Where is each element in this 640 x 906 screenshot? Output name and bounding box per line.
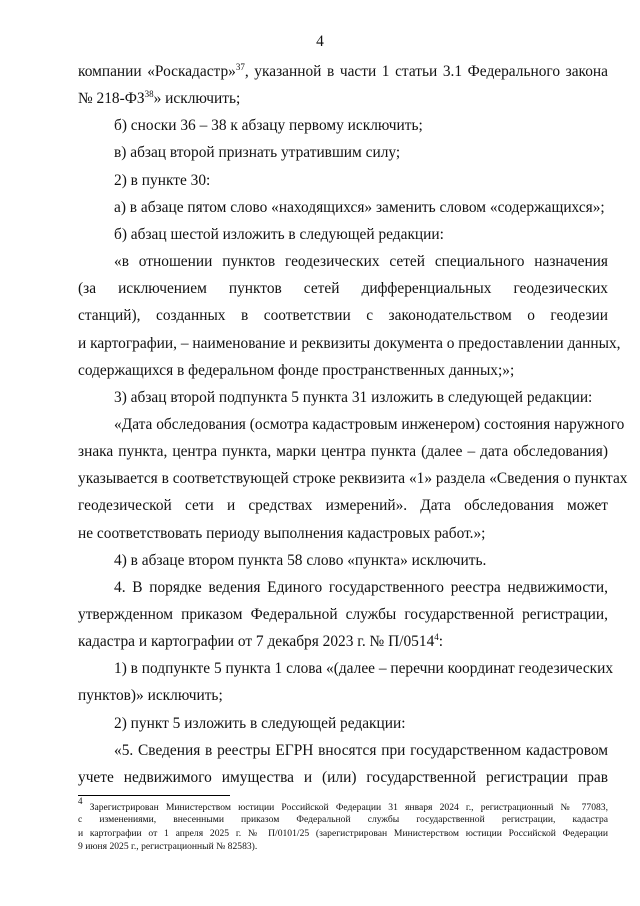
text-run: знака пункта, центра пункта, марки центра пункта (далее – дата обследования) [78,443,608,461]
text-run: , указанной в части 1 статьи 3.1 Федерального закона [244,63,608,80]
text-run: пунктов)» исключить; [78,687,223,705]
text-run: б) сноски 36 – 38 к абзацу первому исключить; [114,117,423,135]
text-run: Зарегистрирован Министерством юстиции Российской Федерации 31 января 2024 г., регистрационный № 77083, [82,802,608,813]
text-run: 4) в абзаце втором пункта 58 слово «пункта» исключить. [114,551,487,569]
text-run: станций), созданных в соответствии с законодательством о геодезии [78,307,608,325]
text-run: указывается в соответствующей строке реквизита «1» раздела «Сведения о пунктах [78,470,628,488]
text-run: : [438,633,444,651]
text-run: а) в абзаце пятом слово «находящихся» заменить словом «содержащихся»; [114,198,605,216]
footnote-line [78,796,608,813]
text-line [78,304,608,328]
text-line [78,440,608,464]
text-line [78,494,608,518]
text-line [114,413,625,437]
footnote-line [78,828,608,840]
text-line [114,196,608,220]
text-run: б) абзац шестой изложить в следующей редакции: [114,225,444,243]
footnote-ref: 4 [78,796,83,806]
text-line [114,576,608,600]
text-line [78,277,608,301]
text-run: «Дата обследования (осмотра кадастровым инженером) состояния наружного [114,415,625,433]
text-line [114,250,608,274]
text-run: 9 июня 2025 г., регистрационный № 82583). [78,841,258,853]
text-run: » исключить; [153,90,241,108]
footnote-ref: 4 [434,632,439,643]
footnote-ref: 37 [235,62,245,72]
text-line [78,359,608,383]
text-run: и картографии, – наименование и реквизиты документа о предоставлении данных, [78,334,621,352]
text-line [114,739,608,763]
text-run: 2) пункт 5 изложить в следующей редакции: [114,714,406,732]
text-run: «5. Сведения в реестры ЕГРН вносятся при государственном кадастровом [114,741,608,759]
text-run: № 218-ФЗ [78,90,145,108]
text-run: учете недвижимого имущества и (или) государственной регистрации прав [78,768,608,786]
footnote-line [78,841,608,853]
text-run: и картографии от 1 апреля 2025 г. № П/0101/25 (зарегистрирован Министерством юстиции Российской Федерации [78,827,608,839]
footnote-ref: 38 [144,89,154,100]
text-line [114,712,608,736]
text-line [78,332,621,356]
text-run: не соответствовать периоду выполнения кадастровых работ.»; [78,524,486,542]
text-line [78,522,608,546]
text-line [78,630,608,654]
text-line [114,141,608,165]
text-line [78,684,608,708]
text-line [78,60,608,84]
text-run: кадастра и картографии от 7 декабря 2023 г. № П/0514 [78,633,435,651]
text-line [78,467,628,491]
text-line [114,169,608,193]
text-run: утвержденном приказом Федеральной службы государственной регистрации, [78,606,608,623]
text-line [78,603,608,627]
text-line [114,114,608,138]
text-run: в) абзац второй признать утратившим силу; [114,144,401,162]
text-run: 2) в пункте 30: [114,171,211,189]
text-run: с изменениями, внесенными приказом Федеральной службы государственной регистрации, кадастра [78,814,608,826]
text-line [114,386,608,410]
footnote-separator [78,795,230,796]
footnote-line [78,814,608,826]
text-run: содержащихся в федеральном фонде пространственных данных;»; [78,361,515,379]
text-run: 3) абзац второй подпункта 5 пункта 31 изложить в следующей редакции: [114,388,593,406]
text-run: «в отношении пунктов геодезических сетей специального назначения [114,253,608,270]
text-line [114,549,608,573]
text-line [78,87,608,111]
text-line [114,223,608,247]
text-run: (за исключением пунктов сетей дифференциальных геодезических [78,280,608,298]
text-run: геодезической сети и средствах измерений». Дата обследования может [78,497,608,515]
page-number: 4 [316,33,324,50]
text-run: 1) в подпункте 5 пункта 1 слова «(далее – перечни координат геодезических [114,660,614,678]
text-line [78,766,608,790]
text-line [114,657,614,681]
text-run: компании «Роскадастр» [78,63,236,80]
text-run: 4. В порядке ведения Единого государственного реестра недвижимости, [114,578,608,596]
